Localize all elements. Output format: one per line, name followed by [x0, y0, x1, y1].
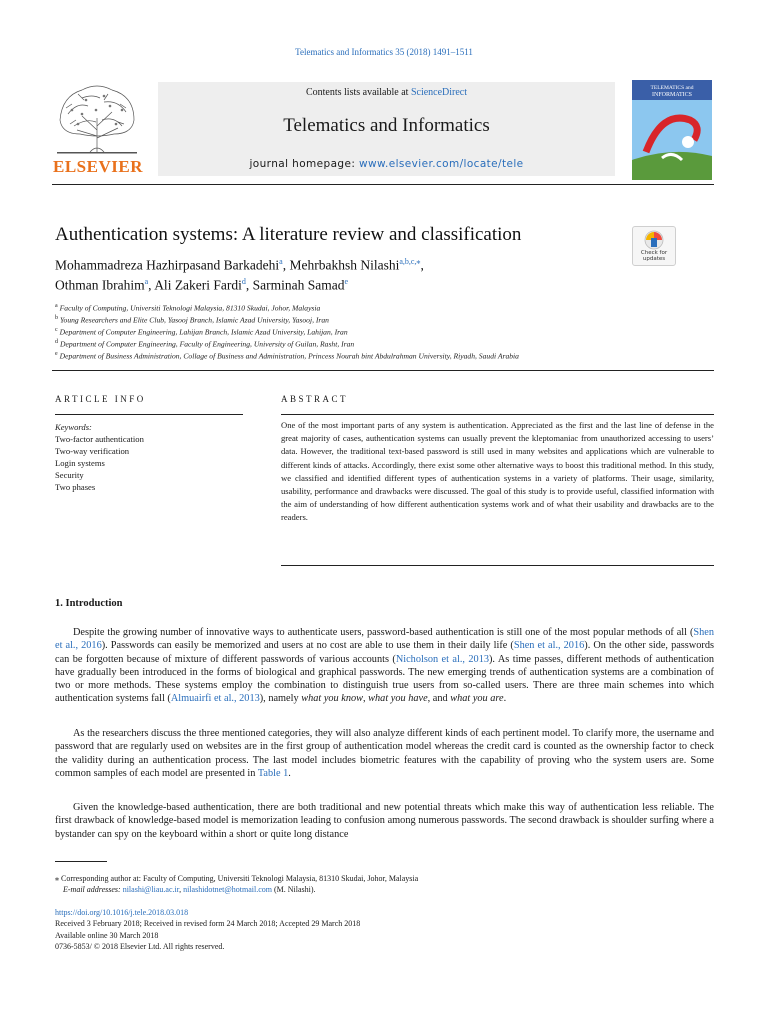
cover-title-line-1: TELEMATICS and	[650, 85, 694, 91]
author-name: Sarminah Samad	[252, 277, 345, 293]
publication-info	[55, 907, 360, 952]
section-heading-introduction: 1. Introduction	[55, 598, 123, 609]
check-for-updates-button[interactable]	[632, 226, 676, 266]
email-link[interactable]: nilashi@liau.ac.ir	[122, 885, 180, 894]
author-list-line-2: Othman Ibrahim$^a$, Ali Zakeri Fardi$^d$, Sarminah Samad$^e$	[55, 277, 349, 293]
received-dates: Received 3 February 2018; Received in revised form 24 March 2018; Accepted 29 March 2018	[55, 919, 361, 929]
author-name: Mehrbakhsh Nilashi	[289, 257, 400, 273]
abstract-rule	[281, 414, 714, 415]
email-footnote: E-mail addresses: nilashi@liau.ac.ir, nilashidotnet@hotmail.com (M. Nilashi).	[63, 885, 316, 894]
keywords-block	[55, 421, 144, 493]
online-date: Available online 30 March 2018	[55, 930, 159, 940]
journal-homepage-link[interactable]: www.elsevier.com/locate/tele	[359, 158, 524, 170]
author-affiliation-mark[interactable]: a	[279, 257, 283, 266]
affiliations-divider	[52, 370, 714, 371]
abstract-text: One of the most important parts of any system is authentication. Appreciated as the first and the last line of defense in the great majority of cases, authentication systems can usually prevent the kleptomaniac from unauthorized accessing to users’ data. However, the traditional text-based password is still used in many websites and applications which are vulnerable to different kinds of attacks. Accordingly, there exist some other alternative ways to boost this traditional method. In this study, we classified and identified different types of authentication systems in a variety of platforms. Their usage, similarity, usability, performance and drawbacks were discussed. The goal of this study is to provide useful, classified information with the aim of understanding of how different authentication systems work and of what their usability and drawbacks are to the readers.	[281, 420, 714, 523]
author-affiliation-mark[interactable]: a,b,c,⁎	[399, 257, 421, 266]
elsevier-wordmark[interactable]: ELSEVIER	[53, 157, 143, 176]
check-updates-label: Check for updates	[640, 250, 668, 262]
table-reference-link[interactable]: Table 1	[257, 767, 289, 779]
sciencedirect-link[interactable]: ScienceDirect	[410, 87, 468, 98]
copyright: 0736-5853/ © 2018 Elsevier Ltd. All rights reserved.	[55, 941, 225, 951]
article-title: Authentication systems: A literature review and classification	[55, 224, 522, 245]
abstract-bottom-rule	[281, 565, 714, 566]
author-affiliation-mark[interactable]: e	[344, 277, 349, 286]
keyword: Security	[55, 470, 84, 480]
affiliation: $^e$ Department of Business Administration, Collage of Business and Administration, Princess Nourah bint Abdulrahman University, Riyadh, Saudi Arabia	[55, 351, 519, 361]
homepage-prefix: journal homepage:	[249, 158, 360, 170]
elsevier-tree-icon	[52, 80, 142, 156]
abstract-heading: ABSTRACT	[281, 394, 349, 404]
affiliation: $^a$ Faculty of Computing, Universiti Teknologi Malaysia, 81310 Skudai, Johor, Malaysia	[55, 303, 321, 313]
keyword: Two-way verification	[55, 446, 130, 456]
author-name: Othman Ibrahim	[55, 277, 145, 293]
author-name: Mohammadreza Hazhirpasand Barkadehi	[55, 257, 280, 273]
journal-reference[interactable]: Telematics and Informatics 35 (2018) 1491–1511	[295, 47, 473, 57]
header-divider	[52, 184, 714, 185]
citation-link[interactable]: Almuairfi et al., 2013	[170, 693, 260, 705]
paragraph: As the researchers discuss the three mentioned categories, they will also analyze different kinds of each pertinent model. To clarify more, the username and password that are regularly used on websites are in the first group of authentication model whereas the credit card is counted as the ownership factor to check the validity during an authentication process. The last model includes biometric features with the capability of proving who the system users are. Some common samples of each model are presented in Table 1.	[55, 728, 714, 779]
citation-link[interactable]: Shen et al., 2016	[55, 627, 714, 652]
paragraph: Given the knowledge-based authentication, there are both traditional and new potential threats which make this way of authentication less reliable. The first drawback of knowledge-based model is memorization leading to confusion among numerous passwords. The second drawback is shoulder surfing where a bystander can spy on the keyboard within a short or quite long distance	[55, 802, 714, 840]
email-link[interactable]: nilashidotnet@hotmail.com	[183, 885, 272, 894]
journal-cover-art	[632, 80, 712, 180]
journal-homepage-line	[158, 158, 615, 170]
citation-link[interactable]: Shen et al., 2016	[513, 640, 585, 652]
paragraph: Despite the growing number of innovative ways to authenticate users, password-based authentication is still one of the most popular methods of all (Shen et al., 2016). Passwords can easily be memorized and users at no cost are able to use them in their daily life (Shen et al., 2016). On the other side, passwords can be forgotten because of mixture of different passwords of various accounts (Nicholson et al., 2013). As time passes, different methods of authentication have gradually been introduced in the forms of biological and graphical passwords. The new emerging trends of authentication systems are a combination of two or more methods. These systems employ the combination to distinguish true users from so-called users. There are three main schemes into which authentication systems fall (Almuairfi et al., 2013), namely what you know, what you have, and what you are.	[55, 627, 715, 705]
author-affiliation-mark[interactable]: a	[144, 277, 149, 286]
check-updates-icon	[643, 230, 665, 250]
author-list-line-1: Mohammadreza Hazhirpasand Barkadehi$^a$, Mehrbakhsh Nilashi$^{a,b,c,⁎}$,	[55, 257, 424, 273]
keyword: Login systems	[55, 458, 105, 468]
author-name: Ali Zakeri Fardi	[154, 277, 242, 293]
keywords-label: Keywords:	[55, 422, 92, 432]
cover-title-line-2: INFORMATICS	[651, 92, 693, 98]
keyword: Two phases	[55, 482, 96, 492]
doi-link[interactable]: https://doi.org/10.1016/j.tele.2018.03.018	[55, 908, 189, 917]
article-info-rule	[55, 414, 243, 415]
affiliation: $^c$ Department of Computer Engineering, Lahijan Branch, Islamic Azad University, Lahijan, Iran	[55, 327, 348, 337]
citation-link[interactable]: Nicholson et al., 2013	[395, 653, 489, 665]
article-info-heading: ARTICLE INFO	[55, 394, 146, 404]
journal-cover-thumbnail[interactable]	[632, 80, 712, 180]
affiliation: $^b$ Young Researchers and Elite Club, Yasooj Branch, Islamic Azad University, Yasooj, Iran	[55, 315, 329, 325]
contents-available-line	[158, 87, 615, 98]
email-label: E-mail addresses:	[63, 885, 121, 894]
author-affiliation-mark[interactable]: d	[241, 277, 246, 286]
contents-prefix: Contents lists available at	[305, 87, 411, 98]
affiliation: $^d$ Department of Computer Engineering, Faculty of Engineering, University of Guilan, Rasht, Iran	[55, 339, 355, 349]
corresponding-author-footnote: ⁎ Corresponding author at: Faculty of Computing, Universiti Teknologi Malaysia, 81310 Skudai, Johor, Malaysia	[55, 874, 419, 883]
footnote-rule	[55, 861, 107, 862]
journal-header-box	[158, 82, 615, 176]
keyword: Two-factor authentication	[55, 434, 144, 444]
journal-title: Telematics and Informatics	[283, 115, 490, 136]
